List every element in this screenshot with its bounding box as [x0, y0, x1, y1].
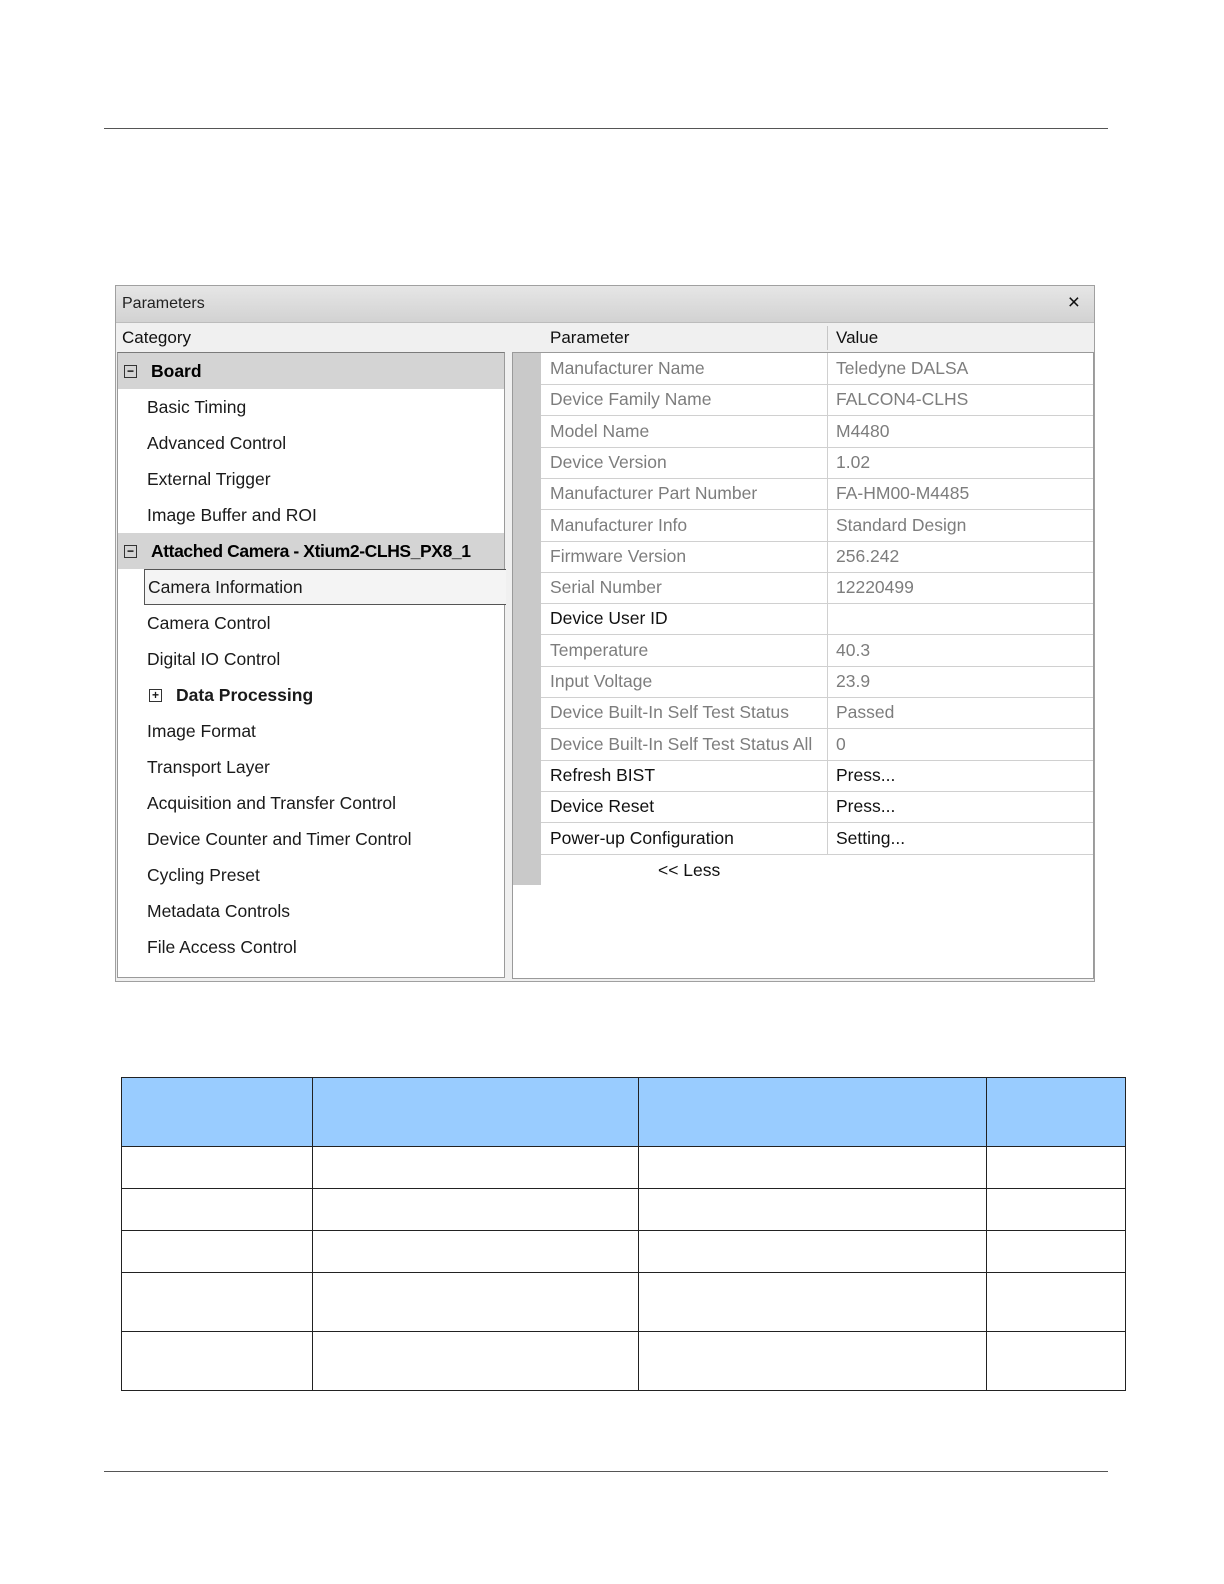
parameter-row[interactable] [541, 697, 1093, 729]
tree-item-label: External Trigger [147, 469, 271, 489]
cell-separator [827, 729, 828, 760]
parameter-row[interactable] [541, 729, 1093, 761]
tree-item-label: Camera Control [147, 613, 271, 633]
parameter-name: Manufacturer Info [550, 514, 688, 535]
dialog-titlebar [116, 286, 1094, 323]
tree-item-data-processing[interactable] [118, 677, 504, 713]
table-cell [639, 1147, 987, 1189]
table-cell [987, 1273, 1126, 1332]
close-icon[interactable]: × [1067, 291, 1080, 314]
tree-group-label: Attached Camera - Xtium2-CLHS_PX8_1 [151, 541, 471, 561]
parameter-row[interactable] [541, 384, 1093, 416]
tree-item-transport-layer[interactable] [118, 749, 504, 785]
tree-item-metadata-controls[interactable] [118, 893, 504, 929]
tree-item-label: Image Buffer and ROI [147, 505, 317, 525]
table-row [122, 1147, 1126, 1189]
parameter-name: Device User ID [550, 608, 668, 629]
table-row [122, 1332, 1126, 1391]
table-cell [313, 1231, 639, 1273]
table-cell [122, 1231, 313, 1273]
parameter-value: Standard Design [836, 514, 967, 535]
parameter-value: 23.9 [836, 671, 871, 691]
tree-item-label: Image Format [147, 721, 256, 741]
table-cell [313, 1147, 639, 1189]
tree-item-camera-information[interactable] [118, 569, 504, 605]
parameter-name: Firmware Version [550, 545, 687, 566]
column-separator[interactable] [827, 326, 828, 350]
collapse-icon[interactable]: − [124, 365, 137, 378]
tree-item-camera-control[interactable] [118, 605, 504, 641]
tree-item-label: Camera Information [148, 577, 303, 597]
table-header-cell [313, 1078, 639, 1147]
parameter-value: Passed [836, 702, 895, 723]
row-gutter [513, 353, 541, 885]
table-row [122, 1231, 1126, 1273]
cell-separator [827, 666, 828, 697]
parameter-row[interactable] [541, 791, 1093, 823]
table-cell [122, 1147, 313, 1189]
parameter-name: Model Name [550, 420, 650, 441]
tree-item-label: Digital IO Control [147, 649, 281, 669]
table-cell [313, 1189, 639, 1231]
parameter-value[interactable]: Setting... [836, 827, 906, 848]
table-cell [987, 1332, 1126, 1391]
cell-separator [827, 603, 828, 634]
parameter-header[interactable]: Parameter [550, 328, 630, 347]
parameter-row[interactable] [541, 760, 1093, 792]
table-cell [639, 1231, 987, 1273]
tree-group-board[interactable] [118, 353, 504, 389]
cell-separator [827, 572, 828, 603]
blank-table [121, 1077, 1126, 1391]
parameter-name: Temperature [550, 639, 649, 660]
parameter-row[interactable] [541, 635, 1093, 667]
cell-separator [827, 635, 828, 666]
parameters-dialog [115, 285, 1095, 982]
tree-item-label: Device Counter and Timer Control [147, 829, 412, 849]
tree-item-label: Data Processing [176, 685, 314, 705]
tree-item-acquisition-transfer[interactable] [118, 785, 504, 821]
tree-group-label: Board [151, 361, 202, 381]
category-header: Category [122, 328, 191, 347]
parameter-name: Refresh BIST [550, 764, 656, 785]
parameter-name: Manufacturer Name [550, 358, 705, 378]
parameter-grid [512, 352, 1094, 979]
parameter-value: 256.242 [836, 545, 900, 566]
parameter-row[interactable] [541, 572, 1093, 604]
tree-item-device-counter-timer[interactable] [118, 821, 504, 857]
parameter-row[interactable] [541, 447, 1093, 479]
parameter-name: Manufacturer Part Number [550, 483, 758, 504]
cell-separator [827, 510, 828, 541]
table-cell [122, 1332, 313, 1391]
tree-item-external-trigger[interactable] [118, 461, 504, 497]
less-button[interactable]: << Less [658, 860, 721, 880]
cell-separator [827, 823, 828, 854]
parameter-value: M4480 [836, 420, 890, 441]
table-header-row [122, 1078, 1126, 1147]
parameter-value[interactable]: Press... [836, 796, 896, 817]
cell-separator [827, 416, 828, 447]
parameter-name: Device Built-In Self Test Status [550, 702, 789, 723]
table-cell [122, 1189, 313, 1231]
cell-separator [827, 697, 828, 728]
parameter-name: Device Reset [550, 796, 655, 817]
parameter-name: Device Version [550, 451, 667, 472]
tree-item-label: Cycling Preset [147, 865, 260, 885]
tree-group-attached-camera[interactable] [118, 533, 504, 569]
tree-item-file-access-control[interactable] [118, 929, 504, 965]
tree-item-label: Acquisition and Transfer Control [147, 793, 397, 813]
expand-icon[interactable]: + [149, 689, 162, 702]
table-cell [122, 1273, 313, 1332]
tree-item-label: Metadata Controls [147, 901, 290, 921]
footer-rule [104, 1471, 1108, 1472]
cell-separator [827, 353, 828, 384]
tree-item-image-format[interactable] [118, 713, 504, 749]
parameter-name: Power-up Configuration [550, 827, 734, 848]
table-cell [987, 1189, 1126, 1231]
cell-separator [827, 760, 828, 791]
cell-separator [827, 478, 828, 509]
table-cell [313, 1332, 639, 1391]
tree-item-image-buffer-roi[interactable] [118, 497, 504, 533]
table-row [122, 1189, 1126, 1231]
collapse-icon[interactable]: − [124, 545, 137, 558]
parameter-value: FA-HM00-M4485 [836, 483, 970, 504]
tree-item-advanced-control[interactable] [118, 425, 504, 461]
parameter-value: 1.02 [836, 451, 871, 472]
parameter-row[interactable] [541, 416, 1093, 448]
parameter-value: 40.3 [836, 639, 871, 660]
tree-item-digital-io-control[interactable] [118, 641, 504, 677]
table-row [122, 1273, 1126, 1332]
parameter-row[interactable] [541, 510, 1093, 542]
parameter-value[interactable]: Press... [836, 764, 896, 785]
parameter-value: Teledyne DALSA [836, 358, 969, 378]
cell-separator [827, 384, 828, 415]
parameter-value: FALCON4-CLHS [836, 389, 969, 410]
parameter-value: 12220499 [836, 577, 914, 598]
tree-item-basic-timing[interactable] [118, 389, 504, 425]
value-header[interactable]: Value [836, 328, 879, 347]
cell-separator [827, 791, 828, 822]
tree-item-label: Basic Timing [147, 397, 247, 417]
table-header-cell [639, 1078, 987, 1147]
parameter-name: Serial Number [550, 577, 662, 598]
tree-item-cycling-preset[interactable] [118, 857, 504, 893]
parameter-row[interactable] [541, 353, 1093, 385]
parameter-name: Device Built-In Self Test Status All [550, 733, 813, 754]
dialog-title: Parameters [122, 295, 205, 312]
table-cell [987, 1147, 1126, 1189]
category-tree [117, 352, 505, 978]
parameter-row[interactable] [541, 823, 1093, 855]
table-cell [639, 1189, 987, 1231]
table-cell [987, 1231, 1126, 1273]
parameter-name: Input Voltage [550, 671, 653, 691]
parameter-name: Device Family Name [550, 389, 712, 410]
table-cell [639, 1332, 987, 1391]
parameter-row[interactable] [541, 666, 1093, 698]
parameter-row[interactable] [541, 541, 1093, 573]
header-rule [104, 128, 1108, 129]
cell-separator [827, 447, 828, 478]
cell-separator [827, 541, 828, 572]
parameter-row[interactable] [541, 478, 1093, 510]
table-cell [313, 1273, 639, 1332]
tree-item-label: File Access Control [147, 937, 297, 957]
table-cell [639, 1273, 987, 1332]
table-header-cell [122, 1078, 313, 1147]
tree-item-label: Transport Layer [147, 757, 270, 777]
parameter-row[interactable] [541, 603, 1093, 635]
parameter-value: 0 [836, 733, 846, 754]
table-header-cell [987, 1078, 1126, 1147]
tree-item-label: Advanced Control [147, 433, 287, 453]
